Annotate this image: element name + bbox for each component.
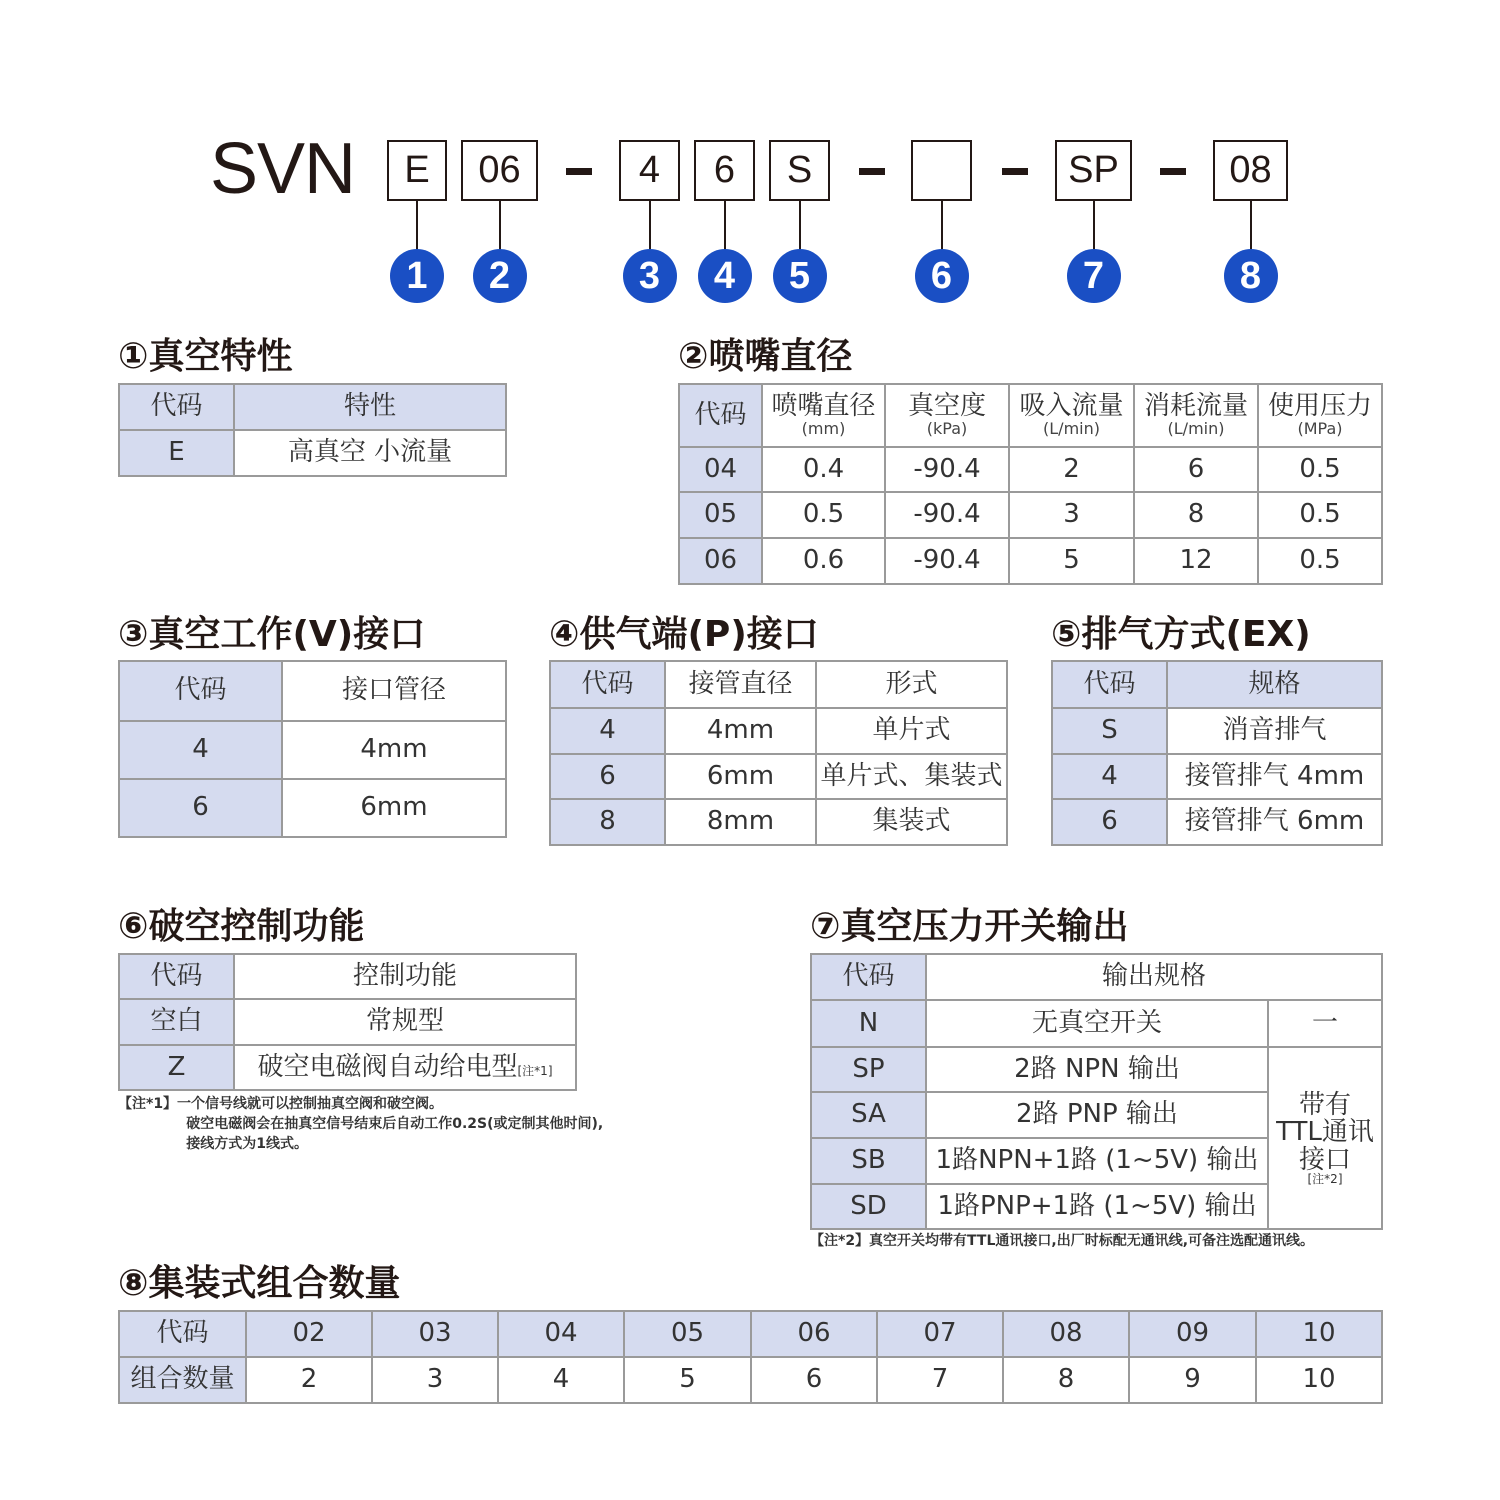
table-cell: 0.5 [1258, 447, 1382, 492]
connector-line [649, 201, 651, 251]
spec-table-s5 [1051, 660, 1383, 846]
table-cell: 单片式、集装式 [816, 754, 1007, 799]
code-box-8: 08 [1213, 140, 1288, 201]
header-label: 03 [418, 1318, 452, 1349]
dash-separator [566, 168, 592, 175]
connector-line [416, 201, 418, 251]
connector-line [1250, 201, 1252, 251]
table-header-row [679, 384, 1382, 447]
table-header-row [119, 954, 576, 999]
table-cell: 2 [1009, 447, 1134, 492]
table-row [550, 754, 1007, 799]
table-cell: Z [119, 1045, 234, 1090]
table-cell: 06 [679, 538, 762, 584]
header-unit: (MPa) [1297, 418, 1343, 438]
code-box-6 [911, 140, 972, 201]
dash-separator [859, 168, 885, 175]
column-header [926, 954, 1382, 1000]
table-cell: 5 [1009, 538, 1134, 584]
column-header [751, 1311, 877, 1357]
table-cell: 4 [1052, 754, 1167, 799]
table-cell: SB [811, 1138, 926, 1184]
table-cell: 4 [119, 721, 282, 779]
header-label: 代码 [694, 399, 747, 430]
table-cell: 4mm [665, 708, 816, 754]
table-cell: 4 [498, 1357, 624, 1403]
table-row [119, 1357, 1382, 1403]
table-header-row [119, 1311, 1382, 1357]
number-badge-4: 4 [698, 249, 752, 303]
code-box-7: SP [1055, 140, 1132, 201]
column-header [1134, 384, 1258, 447]
header-unit: (kPa) [926, 418, 968, 438]
table-row [679, 492, 1382, 538]
table-cell: 接管排气 4mm [1167, 754, 1382, 799]
column-header [1167, 661, 1382, 708]
header-label: 08 [1049, 1318, 1083, 1349]
table-row [119, 1045, 576, 1090]
column-header [119, 661, 282, 721]
header-label: 06 [797, 1318, 831, 1349]
table-cell: 6 [1052, 799, 1167, 845]
section-title-s8: ⑧集装式组合数量 [118, 1263, 401, 1304]
table-cell: SA [811, 1092, 926, 1138]
number-badge-1: 1 [390, 249, 444, 303]
section-title-s4: ④供气端(P)接口 [549, 614, 819, 655]
table-cell: 6mm [282, 779, 506, 837]
header-label: 10 [1302, 1318, 1336, 1349]
table-row [811, 1047, 1382, 1092]
table-cell: 6 [119, 779, 282, 837]
dash-separator [1160, 168, 1186, 175]
column-header [1009, 384, 1134, 447]
table-cell: 1路PNP+1路 (1~5V) 输出 [926, 1184, 1268, 1229]
note-1: 【注*1】一个信号线就可以控制抽真空阀和破空阀。 破空电磁阀会在抽真空信号结束后自动工作0.2S(或定制其他时间), 接线方式为1线式。 [118, 1096, 604, 1152]
header-label: 输出规格 [1102, 961, 1207, 992]
header-label: 04 [544, 1318, 578, 1349]
column-header [119, 954, 234, 999]
column-header [1258, 384, 1382, 447]
header-unit: (L/min) [1167, 418, 1225, 438]
header-label: 07 [923, 1318, 957, 1349]
section-title-s1: ①真空特性 [118, 336, 293, 377]
connector-line [941, 201, 943, 251]
header-label: 02 [292, 1318, 326, 1349]
table-cell: 8 [550, 799, 665, 845]
header-label: 代码 [581, 668, 634, 699]
header-unit: (L/min) [1043, 418, 1100, 438]
table-cell: 0.5 [1258, 492, 1382, 538]
table-cell: 12 [1134, 538, 1258, 584]
table-cell: 3 [372, 1357, 498, 1403]
table-cell: 2 [246, 1357, 372, 1403]
table-row [679, 447, 1382, 492]
code-box-2: 06 [461, 140, 538, 201]
column-header [624, 1311, 751, 1357]
table-cell: 04 [679, 447, 762, 492]
table-cell: 0.4 [762, 447, 885, 492]
column-header [1052, 661, 1167, 708]
header-label: 真空度 [907, 391, 986, 422]
table-cell: 6 [550, 754, 665, 799]
column-header [679, 384, 762, 447]
table-cell: 8mm [665, 799, 816, 845]
table-row [1052, 754, 1382, 799]
header-label: 规格 [1248, 668, 1301, 699]
table-cell: 3 [1009, 492, 1134, 538]
header-label: 接管直径 [688, 668, 793, 699]
table-header-row [119, 384, 506, 430]
table-cell: 9 [1129, 1357, 1256, 1403]
note-reference: [注*1] [517, 1063, 553, 1078]
table-row [119, 999, 576, 1045]
table-row [1052, 799, 1382, 845]
table-cell: 消音排气 [1167, 708, 1382, 754]
table-cell: 一 [1268, 1000, 1382, 1047]
number-badge-2: 2 [473, 249, 527, 303]
column-header [282, 661, 506, 721]
header-label: 代码 [174, 675, 227, 706]
column-header [1129, 1311, 1256, 1357]
table-cell [234, 1045, 576, 1090]
table-cell: 10 [1256, 1357, 1382, 1403]
table-row [119, 430, 506, 476]
table-cell: 4 [550, 708, 665, 754]
table-cell: 1路NPN+1路 (1~5V) 输出 [926, 1138, 1268, 1184]
header-label: 形式 [885, 668, 938, 699]
column-header [550, 661, 665, 708]
table-cell: 单片式 [816, 708, 1007, 754]
spec-table-s1 [118, 383, 507, 477]
table-cell: 05 [679, 492, 762, 538]
header-label: 代码 [842, 961, 895, 992]
column-header [1003, 1311, 1129, 1357]
connector-line [499, 201, 501, 251]
note-2: 【注*2】真空开关均带有TTL通讯接口,出厂时标配无通讯线,可备注选配通讯线。 [810, 1233, 1315, 1249]
table-cell: 8 [1134, 492, 1258, 538]
table-cell: 8 [1003, 1357, 1129, 1403]
table-cell: 0.6 [762, 538, 885, 584]
header-label: 09 [1175, 1318, 1210, 1349]
header-label: 代码 [156, 1318, 209, 1349]
section-title-s3: ③真空工作(V)接口 [118, 614, 426, 655]
table-cell: 6 [751, 1357, 877, 1403]
header-label: 消耗流量 [1143, 391, 1248, 422]
table-row [550, 708, 1007, 754]
note-reference: [注*2] [1307, 1171, 1343, 1186]
section-title-s6: ⑥破空控制功能 [118, 906, 365, 947]
table-cell: SP [811, 1047, 926, 1092]
table-cell: 集装式 [816, 799, 1007, 845]
ttl-label-line: TTL通讯 [1276, 1117, 1374, 1148]
table-row [679, 538, 1382, 584]
number-badge-7: 7 [1067, 249, 1121, 303]
header-label: 吸入流量 [1019, 391, 1124, 422]
table-row [811, 1000, 1382, 1047]
table-cell: SD [811, 1184, 926, 1229]
table-row [550, 799, 1007, 845]
code-box-3: 4 [619, 140, 680, 201]
spec-table-s2 [678, 383, 1383, 585]
table-cell: 组合数量 [119, 1357, 246, 1403]
ttl-interface-cell [1268, 1047, 1382, 1229]
table-cell: 2路 NPN 输出 [926, 1047, 1268, 1092]
table-cell-text: 破空电磁阀自动给电型 [257, 1051, 518, 1082]
section-title-s2: ②喷嘴直径 [678, 336, 853, 377]
header-label: 控制功能 [352, 960, 457, 991]
dash-separator [1002, 168, 1028, 175]
connector-line [799, 201, 801, 251]
connector-line [724, 201, 726, 251]
column-header [498, 1311, 624, 1357]
column-header [816, 661, 1007, 708]
table-cell: 高真空 小流量 [234, 430, 506, 476]
table-cell: 5 [624, 1357, 751, 1403]
spec-table-s4 [549, 660, 1008, 846]
column-header [246, 1311, 372, 1357]
header-label: 代码 [150, 391, 203, 422]
column-header [665, 661, 816, 708]
table-row [119, 721, 506, 779]
code-box-1: E [387, 140, 447, 201]
table-cell: -90.4 [885, 447, 1009, 492]
table-row [1052, 708, 1382, 754]
column-header [877, 1311, 1003, 1357]
column-header [234, 384, 506, 430]
header-label: 使用压力 [1267, 391, 1372, 422]
table-cell: E [119, 430, 234, 476]
table-cell: -90.4 [885, 538, 1009, 584]
column-header [372, 1311, 498, 1357]
table-cell: 6mm [665, 754, 816, 799]
header-unit: (mm) [801, 418, 846, 438]
column-header [119, 384, 234, 430]
table-header-row [550, 661, 1007, 708]
ttl-label-line: 带有 [1299, 1090, 1352, 1121]
table-cell: 0.5 [1258, 538, 1382, 584]
table-header-row [811, 954, 1382, 1000]
header-label: 代码 [150, 960, 203, 991]
table-header-row [1052, 661, 1382, 708]
column-header [119, 1311, 246, 1357]
table-cell: 接管排气 6mm [1167, 799, 1382, 845]
column-header [234, 954, 576, 999]
spec-table-s8 [118, 1310, 1383, 1404]
number-badge-6: 6 [915, 249, 969, 303]
table-cell: 7 [877, 1357, 1003, 1403]
header-label: 喷嘴直径 [771, 391, 876, 422]
number-badge-8: 8 [1224, 249, 1278, 303]
column-header [811, 954, 926, 1000]
column-header [885, 384, 1009, 447]
column-header [762, 384, 885, 447]
table-cell: 2路 PNP 输出 [926, 1092, 1268, 1138]
header-label: 接口管径 [341, 675, 446, 706]
spec-table-s6 [118, 953, 577, 1091]
table-cell: 常规型 [234, 999, 576, 1045]
table-header-row [119, 661, 506, 721]
ttl-label-line: 接口 [1299, 1144, 1352, 1175]
table-cell: 6 [1134, 447, 1258, 492]
header-label: 代码 [1083, 668, 1136, 699]
column-header [1256, 1311, 1382, 1357]
table-cell: -90.4 [885, 492, 1009, 538]
connector-line [1093, 201, 1095, 251]
spec-table-s3 [118, 660, 507, 838]
header-label: 05 [670, 1318, 705, 1349]
number-badge-3: 3 [623, 249, 677, 303]
table-cell: 0.5 [762, 492, 885, 538]
table-row [119, 779, 506, 837]
code-box-5: S [769, 140, 830, 201]
number-badge-5: 5 [773, 249, 827, 303]
code-box-4: 6 [694, 140, 755, 201]
section-title-s7: ⑦真空压力开关输出 [810, 906, 1129, 947]
table-cell: S [1052, 708, 1167, 754]
section-title-s5: ⑤排气方式(EX) [1051, 614, 1311, 655]
header-label: 特性 [343, 391, 396, 422]
table-cell: 空白 [119, 999, 234, 1045]
table-cell: N [811, 1000, 926, 1047]
spec-table-s7 [810, 953, 1383, 1230]
table-cell: 4mm [282, 721, 506, 779]
table-cell: 无真空开关 [926, 1000, 1268, 1047]
model-prefix: SVN [210, 129, 356, 209]
